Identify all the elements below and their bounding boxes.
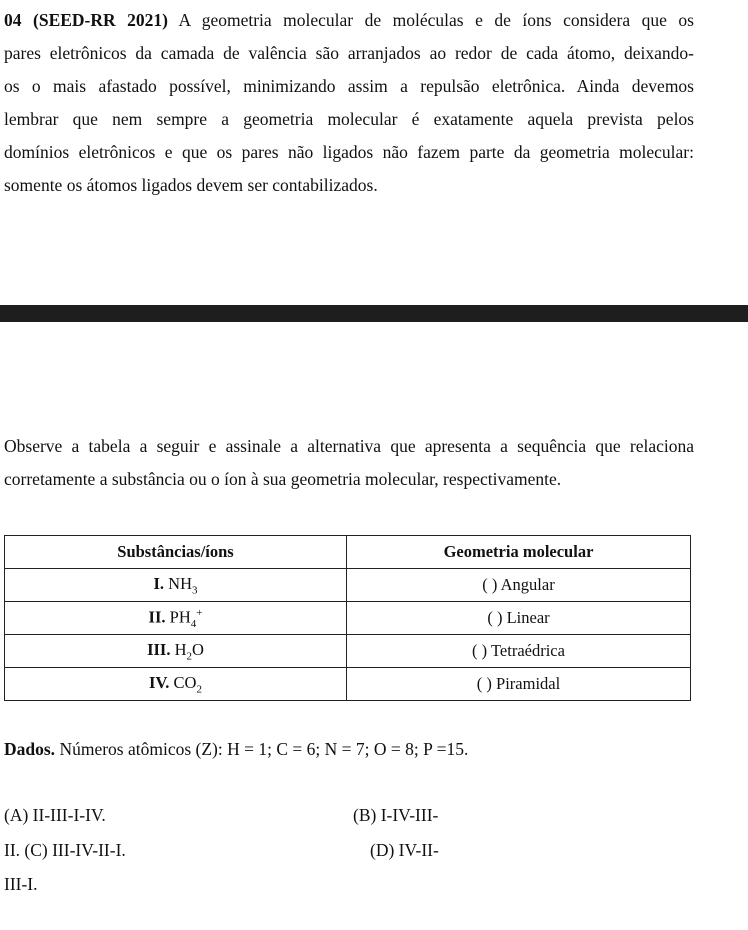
geometry-cell: ( ) Piramidal: [347, 668, 691, 701]
option-a[interactable]: (A) II-III-I-IV.: [4, 805, 106, 825]
substance-cell: IV. $CO_2$: [5, 668, 347, 701]
instruction-line: corretamente a substância ou o íon à sua geometria molecular, respectivamente.: [4, 469, 562, 489]
intro-line: lembrar que nem sempre a geometria molecular é exatamente aquela prevista pelos: [4, 109, 694, 129]
instruction-line: Observe a tabela a seguir e assinale a alternativa que apresenta a sequência que relaciona: [4, 436, 694, 456]
intro-line: 04 (SEED-RR 2021) A geometria molecular de moléculas e de íons considera que os: [4, 10, 694, 30]
dados-label: Dados.: [4, 739, 56, 759]
geometry-cell: ( ) Angular: [347, 569, 691, 602]
intro-line: domínios eletrônicos e que os pares não ligados não fazem parte da geometria molecular:: [4, 142, 694, 162]
geometry-cell: ( ) Linear: [347, 602, 691, 635]
substance-cell: II. $PH_4^+$: [5, 602, 347, 635]
header-geometry: Geometria molecular: [347, 536, 691, 569]
table-row: [5, 602, 691, 635]
option-d-continuation: III-I.: [4, 874, 38, 894]
intro-line: somente os átomos ligados devem ser contabilizados.: [4, 175, 378, 195]
option-b[interactable]: (B) I-IV-III-: [353, 805, 439, 825]
header-substances: Substâncias/íons: [5, 536, 347, 569]
dados-text: Números atômicos (Z): H = 1; C = 6; N = 7; O = 8; P =15.: [55, 739, 469, 759]
table-row: [5, 635, 691, 668]
question-intro: [4, 4, 694, 202]
dados-line: [4, 739, 468, 760]
geometry-table: [4, 535, 691, 701]
option-c[interactable]: II. (C) III-IV-II-I.: [4, 840, 126, 860]
substance-cell: I. $NH_3$: [5, 569, 347, 602]
question-instruction: [4, 430, 694, 496]
substance-cell: III. $H_2O$: [5, 635, 347, 668]
question-number: 04 (SEED-RR 2021): [4, 10, 168, 30]
table-row: [5, 569, 691, 602]
geometry-cell: ( ) Tetraédrica: [347, 635, 691, 668]
option-d[interactable]: (D) IV-II-: [370, 840, 439, 860]
page-divider-bar: [0, 305, 748, 322]
intro-line: pares eletrônicos da camada de valência são arranjados ao redor de cada átomo, deixando-: [4, 43, 694, 63]
intro-line: os o mais afastado possível, minimizando assim a repulsão eletrônica. Ainda devemos: [4, 76, 694, 96]
table-row: [5, 668, 691, 701]
table-header-row: [5, 536, 691, 569]
